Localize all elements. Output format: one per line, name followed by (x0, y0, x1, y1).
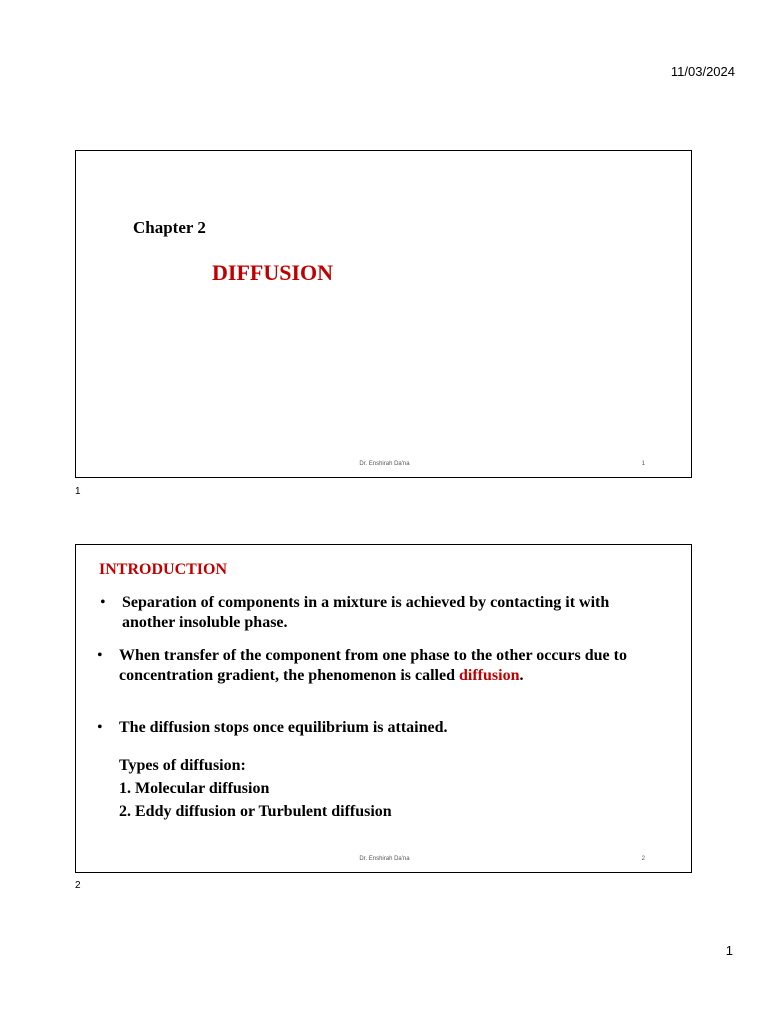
page-number: 1 (725, 943, 733, 958)
slide-footer-author: Dr. Enshirah Da'na (359, 461, 410, 467)
types-list (119, 754, 392, 823)
type-item: 2. Eddy diffusion or Turbulent diffusion (119, 803, 392, 820)
slide-page-label: 1 (75, 486, 81, 497)
print-date: 11/03/2024 (670, 64, 735, 79)
bullet-text: Separation of components in a mixture is achieved by contacting it with another insoluble phase. (122, 594, 610, 631)
slide-page-label: 2 (75, 880, 81, 891)
bullet-dot: • (97, 719, 103, 736)
bullet-item (97, 646, 639, 686)
slide-title: DIFFUSION (212, 260, 334, 285)
slide-footer-number: 2 (641, 856, 645, 862)
slide-footer-author: Dr. Enshirah Da'na (359, 856, 410, 862)
highlight-term: diffusion (459, 667, 520, 684)
highlight-suffix: . (519, 667, 524, 684)
bullet-item (97, 718, 639, 738)
bullet-item (100, 593, 642, 633)
type-item: 1. Molecular diffusion (119, 780, 270, 797)
types-heading: Types of diffusion: (119, 757, 246, 774)
slide-footer-number: 1 (641, 461, 645, 467)
slide-1 (75, 150, 692, 478)
bullet-text: When transfer of the component from one phase to the other occurs due to concentration gradient, the phenomenon is called (119, 647, 627, 684)
slide-2 (75, 544, 692, 873)
chapter-label: Chapter 2 (133, 218, 206, 237)
bullet-text: The diffusion stops once equilibrium is attained. (119, 719, 448, 736)
bullet-dot: • (97, 647, 103, 664)
bullet-dot: • (100, 594, 106, 611)
section-heading: INTRODUCTION (99, 561, 228, 578)
